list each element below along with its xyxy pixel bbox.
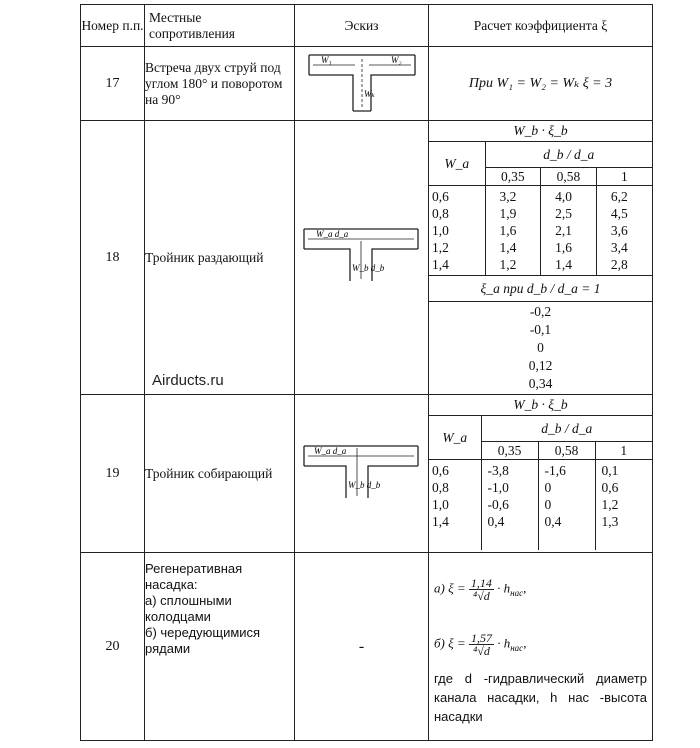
row18-sketch bbox=[295, 121, 429, 395]
tee-collect-sketch bbox=[302, 440, 422, 502]
row19-c2-values: -1,6 0 0 0,4 bbox=[538, 459, 595, 550]
formula-note: где d -гидравлический диаметр канала насадки, h нас -высота насадки bbox=[434, 671, 647, 724]
row19-desc: Тройник собирающий bbox=[145, 395, 295, 553]
header-sketch: Эскиз bbox=[295, 5, 429, 47]
row18-title: W_b · ξ_b bbox=[429, 121, 652, 141]
row17-sketch bbox=[295, 47, 429, 121]
svg-text:W_a d_a: W_a d_a bbox=[313, 446, 346, 456]
row18-num: 18 bbox=[81, 121, 145, 395]
header-resistance: Местные сопротивления bbox=[145, 5, 295, 47]
row19-subtable bbox=[429, 395, 652, 550]
row18-wa-values: 0,6 0,8 1,0 1,2 1,4 bbox=[429, 185, 485, 275]
row19-col-058: 0,58 bbox=[538, 441, 595, 459]
formula-b: б) ξ = $\frac{1,57}{\text{⁴√d}}$ · $h_{нас}$, bbox=[434, 631, 527, 658]
watermark: Airducts.ru bbox=[152, 372, 224, 389]
row18-ratio-head: d_b / d_a bbox=[485, 141, 652, 167]
row20-desc: Регенеративная насадка: а) сплошными колодцами б) чередующимися рядами bbox=[145, 553, 295, 741]
row17-num: 17 bbox=[81, 47, 145, 121]
svg-text:W_b d_b: W_b d_b bbox=[351, 263, 384, 273]
row20-num: 20 bbox=[81, 553, 145, 741]
header-calc: Расчет коэффициента ξ bbox=[429, 5, 653, 47]
tee-split-sketch bbox=[302, 225, 422, 285]
row18-c1-values: 3,2 1,9 1,6 1,4 1,2 bbox=[485, 185, 541, 275]
row18-xi-values: -0,2 -0,1 0 0,12 0,34 bbox=[429, 301, 652, 393]
row18-c2-values: 4,0 2,5 2,1 1,6 1,4 bbox=[541, 185, 597, 275]
row18-subtable bbox=[429, 121, 652, 393]
row17-formula: При W₁ = W₂ = Wₖ ξ = 3 bbox=[429, 47, 653, 121]
table-row-19 bbox=[81, 395, 653, 553]
row18-wa-head: W_a bbox=[429, 141, 485, 185]
row18-col-035: 0,35 bbox=[485, 167, 541, 185]
row19-title: W_b · ξ_b bbox=[429, 395, 652, 415]
row17-desc: Встреча двух струй под углом 180° и поворотом на 90° bbox=[145, 47, 295, 121]
table-row-20 bbox=[81, 553, 653, 741]
row19-col-1: 1 bbox=[595, 441, 652, 459]
svg-text:W_a d_a: W_a d_a bbox=[315, 229, 348, 239]
table-row-18 bbox=[81, 121, 653, 395]
header-num: Номер п.п. bbox=[81, 5, 145, 47]
row19-wa-values: 0,6 0,8 1,0 1,4 bbox=[429, 459, 481, 550]
row19-col-035: 0,35 bbox=[481, 441, 538, 459]
svg-text:W₂: W₂ bbox=[390, 55, 402, 65]
svg-text:W₁: W₁ bbox=[320, 55, 332, 65]
table-header-row bbox=[81, 5, 653, 47]
row19-calc bbox=[429, 395, 653, 553]
row18-xi-head: ξ_a при d_b / d_a = 1 bbox=[429, 275, 652, 301]
row19-ratio-head: d_b / d_a bbox=[481, 415, 652, 441]
row19-num: 19 bbox=[81, 395, 145, 553]
table-row-17 bbox=[81, 47, 653, 121]
row19-c3-values: 0,1 0,6 1,2 1,3 bbox=[595, 459, 652, 550]
row18-desc: Тройник раздающий bbox=[145, 121, 295, 395]
row19-c1-values: -3,8 -1,0 -0,6 0,4 bbox=[481, 459, 538, 550]
svg-text:Wₖ: Wₖ bbox=[363, 89, 375, 99]
formula-a: а) ξ = $\frac{1,14}{\text{⁴√d}}$ · $h_{нас}$, bbox=[434, 576, 527, 603]
row19-wa-head: W_a bbox=[429, 415, 481, 459]
row18-col-058: 0,58 bbox=[541, 167, 597, 185]
row20-calc bbox=[429, 553, 653, 741]
row19-sketch bbox=[295, 395, 429, 553]
svg-text:W_b d_b: W_b d_b bbox=[347, 480, 380, 490]
jet-collision-sketch bbox=[307, 49, 417, 113]
row18-c3-values: 6,2 4,5 3,6 3,4 2,8 bbox=[596, 185, 652, 275]
row18-calc bbox=[429, 121, 653, 395]
row20-sketch: - bbox=[295, 553, 429, 741]
row18-col-1: 1 bbox=[596, 167, 652, 185]
